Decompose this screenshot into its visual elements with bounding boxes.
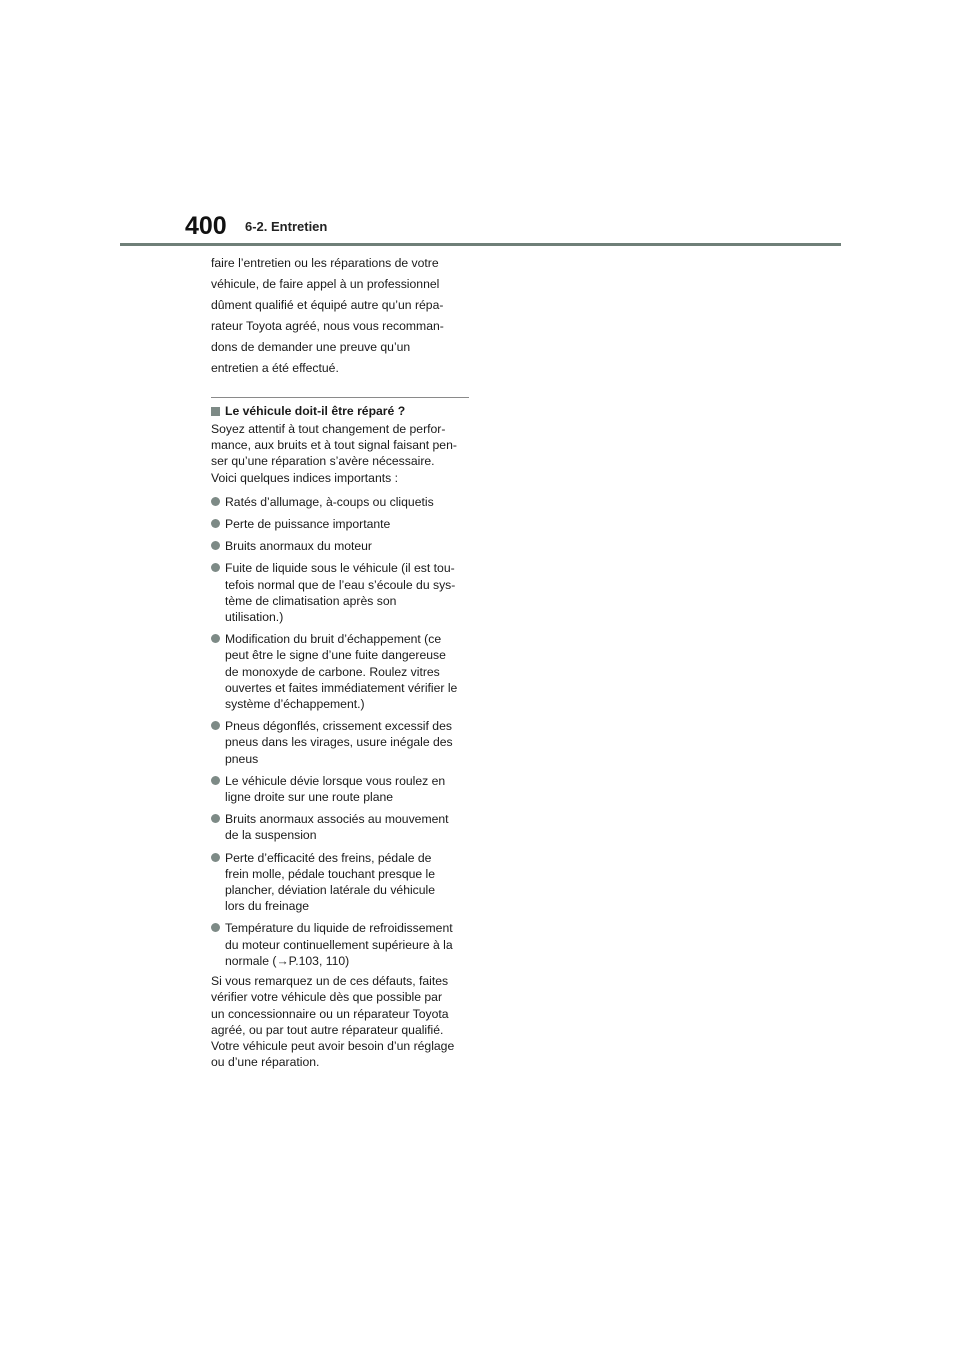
closing-line: un concessionnaire ou un réparateur Toyota	[211, 1006, 449, 1021]
lead-line: mance, aux bruits et à tout signal faisant pen-	[211, 438, 457, 453]
lead-line: Soyez attentif à tout changement de perfor-	[211, 422, 446, 436]
section-title: 6-2. Entretien	[245, 219, 328, 234]
list-item-line: du moteur continuellement supérieure à la	[225, 937, 453, 952]
list-item	[211, 560, 469, 625]
closing-line: agréé, ou par tout autre réparateur qualifié.	[211, 1022, 444, 1037]
dot-icon	[211, 541, 220, 550]
intro-line: véhicule, de faire appel à un professionnel	[211, 277, 440, 291]
section-heading	[211, 404, 469, 418]
list-item	[211, 516, 469, 532]
dot-icon	[211, 721, 220, 730]
closing-line: ou d’une réparation.	[211, 1055, 320, 1070]
list-item-line: peut être le signe d’une fuite dangereuse	[225, 648, 446, 663]
list-item	[211, 631, 469, 712]
lead-paragraph	[211, 421, 469, 486]
header-rule	[120, 243, 841, 246]
intro-line: rateur Toyota agréé, nous vous recomman-	[211, 319, 444, 333]
list-item-line: Bruits anormaux associés au mouvement	[225, 812, 449, 827]
dot-icon	[211, 814, 220, 823]
closing-line: Votre véhicule peut avoir besoin d’un réglage	[211, 1038, 455, 1053]
dot-icon	[211, 563, 220, 572]
section-heading-text: Le véhicule doit-il être réparé ?	[225, 404, 406, 418]
dot-icon	[211, 923, 220, 932]
list-item-line: lors du freinage	[225, 899, 310, 914]
list-item-line: système d’échappement.)	[225, 697, 365, 712]
list-item-line: Modification du bruit d’échappement (ce	[225, 632, 442, 647]
list-item-line: plancher, déviation latérale du véhicule	[225, 883, 436, 898]
list-item-line: tefois normal que de l’eau s’écoule du sys-	[225, 577, 456, 592]
list-item-line: Bruits anormaux du moteur	[225, 539, 372, 554]
list-item	[211, 494, 469, 510]
intro-line: faire l’entretien ou les réparations de votre	[211, 256, 439, 270]
dot-icon	[211, 519, 220, 528]
list-item-line: Le véhicule dévie lorsque vous roulez en	[225, 773, 446, 788]
dot-icon	[211, 776, 220, 785]
list-item	[211, 811, 469, 843]
list-item-line: frein molle, pédale touchant presque le	[225, 866, 436, 881]
intro-line: dons de demander une preuve qu’un	[211, 340, 411, 354]
list-item-line: ouvertes et faites immédiatement vérifier le	[225, 680, 458, 695]
lead-line: ser qu’une réparation s’avère nécessaire.	[211, 454, 435, 469]
intro-paragraph	[211, 253, 469, 379]
closing-line: vérifier votre véhicule dès que possible par	[211, 990, 443, 1005]
dot-icon	[211, 853, 220, 862]
dot-icon	[211, 634, 220, 643]
page-number: 400	[185, 212, 227, 240]
list-item-line: Perte d’efficacité des freins, pédale de	[225, 850, 432, 865]
list-item-line: Pneus dégonflés, crissement excessif des	[225, 719, 452, 734]
main-content	[211, 253, 469, 1070]
list-item-line: Fuite de liquide sous le véhicule (il est tou-	[225, 561, 455, 576]
list-item-line: tème de climatisation après son	[225, 593, 397, 608]
symptom-list	[211, 494, 469, 969]
list-item-line: utilisation.)	[225, 610, 284, 625]
list-item	[211, 920, 469, 969]
list-item	[211, 850, 469, 915]
intro-line: entretien a été effectué.	[211, 361, 339, 375]
list-item-line: pneus	[225, 751, 259, 766]
list-item	[211, 773, 469, 805]
closing-line: Si vous remarquez un de ces défauts, faites	[211, 974, 449, 989]
square-icon	[211, 407, 220, 416]
list-item-line: de monoxyde de carbone. Roulez vitres	[225, 664, 440, 679]
list-item-line: Ratés d’allumage, à-coups ou cliquetis	[225, 494, 434, 509]
dot-icon	[211, 497, 220, 506]
closing-paragraph	[211, 973, 469, 1070]
section-divider	[211, 397, 469, 398]
list-item-line: Perte de puissance importante	[225, 517, 391, 532]
list-item-line: Température du liquide de refroidissement	[225, 921, 453, 936]
list-item	[211, 718, 469, 767]
list-item-line: normale (→P.103, 110)	[225, 953, 350, 968]
list-item-line: pneus dans les virages, usure inégale des	[225, 735, 453, 750]
lead-line: Voici quelques indices importants :	[211, 470, 398, 485]
list-item	[211, 538, 469, 554]
intro-line: dûment qualifié et équipé autre qu’un répa-	[211, 298, 444, 312]
list-item-line: ligne droite sur une route plane	[225, 790, 394, 805]
list-item-line: de la suspension	[225, 828, 317, 843]
